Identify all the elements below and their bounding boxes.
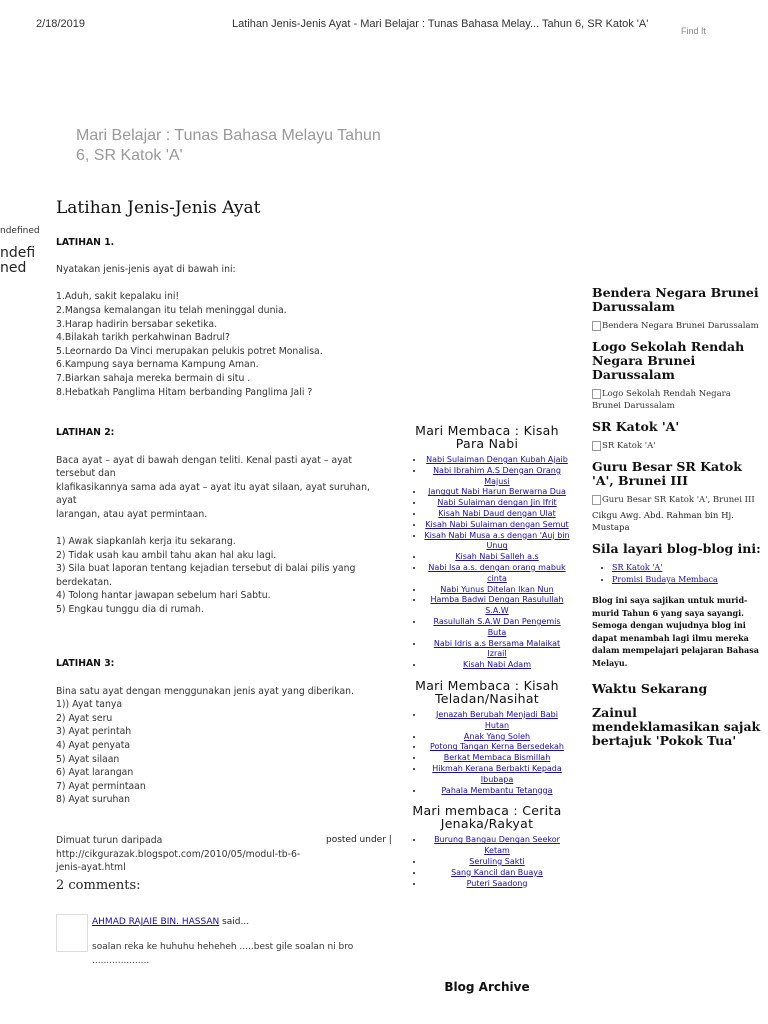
list-item: 4) Tolong hantar jawapan sebelum hari Sabtu. [56, 590, 271, 602]
blog-link-sr-katok[interactable]: SR Katok 'A' [612, 563, 663, 572]
story-link[interactable]: Hikmah Kerana Berbakti Kepada Ibubapa [432, 763, 562, 784]
story-link[interactable]: Nabi Sulaiman Dengan Kubah Ajaib [426, 455, 568, 464]
list-item [424, 455, 570, 466]
list-item: 1.Aduh, sakit kepalaku ini! [56, 291, 180, 303]
list-item [424, 660, 570, 671]
story-link[interactable]: Kisah Nabi Salleh a.s [455, 552, 539, 562]
head-teacher-caption: Cikgu Awg. Abd. Rahman bin Hj. Mustapa [592, 511, 734, 533]
story-link[interactable]: Nabi Idris a.s Bersama Malaikat Izrail [433, 638, 561, 659]
list-item: 2.Mangsa kemalangan itu telah meninggal dunia. [56, 304, 287, 316]
logo-alt-text: Logo Sekolah Rendah Negara Brunei Darussalam [592, 389, 731, 411]
school-alt-text: SR Katok 'A' [602, 441, 656, 451]
clipped-heading-fragment [0, 246, 35, 276]
comment-text [92, 940, 382, 968]
list-item: 3) Ayat perintah [56, 726, 132, 738]
list-item: 2) Tidak usah kau ambil tahu akan hal aku lagi. [56, 549, 277, 561]
list-item: 4) Ayat penyata [56, 739, 131, 751]
list-item: 8) Ayat suruhan [56, 794, 130, 806]
list-item [424, 764, 570, 786]
comment-said-label: said... [219, 917, 250, 927]
cerita-jenaka-list [404, 835, 570, 889]
list-item: 4.Bilakah tarikh perkahwinan Badrul? [56, 332, 230, 344]
list-item [424, 585, 570, 596]
list-item [424, 520, 570, 531]
list-item [612, 562, 762, 574]
comment-author-link[interactable]: AHMAD RAJAIE BIN. HASSAN [92, 917, 220, 927]
list-item [612, 574, 762, 586]
visit-blogs-list [592, 562, 762, 586]
list-item [424, 552, 570, 563]
list-item: 7.Biarkan sahaja mereka bermain di situ . [56, 372, 251, 384]
source-line: jenis-ayat.html [56, 862, 126, 874]
flag-title: Bendera Negara Brunei Darussalam [592, 285, 759, 314]
logo-title: Logo Sekolah Rendah Negara Brunei Darussalam [592, 339, 745, 382]
list-item [424, 742, 570, 753]
find-it-link[interactable]: Find It [681, 26, 707, 36]
blog-link-promisi[interactable]: Promisi Budaya Membaca [612, 575, 718, 584]
list-item: 7) Ayat permintaan [56, 780, 146, 792]
story-link[interactable]: Pahala Membantu Tetangga [441, 785, 553, 795]
comment-author-line [92, 917, 249, 927]
latihan2-instruction: klafikasikannya sama ada ayat – ayat itu ayat silaan, ayat suruhan, ayat [56, 481, 370, 507]
list-item: 5) Engkau tunggu dia di rumah. [56, 604, 204, 616]
list-item: 5.Leornardo Da Vinci merupakan pelukis potret Monalisa. [56, 345, 323, 357]
list-item [424, 595, 570, 617]
about-text: Blog ini saya sajikan untuk murid-murid Tahun 6 yang saya sayangi. Semoga dengan wujudnya blog ini dapat menambah lagi ilmu mereka dalam mempelajari pelajaran Bahasa Melayu. [592, 595, 759, 668]
section-title-cerita-jenaka: Mari membaca : Cerita Jenaka/Rakyat [412, 803, 562, 832]
story-link[interactable]: Hamba Badwi Dengan Rasulullah S.A.W [430, 595, 564, 616]
blog-archive-heading: Blog Archive [444, 980, 530, 994]
list-item [424, 617, 570, 639]
posted-under-label: posted under | [326, 835, 392, 845]
head-teacher-title: Guru Besar SR Katok 'A', Brunei III [592, 459, 742, 488]
list-item [424, 857, 570, 868]
latihan2-instruction: larangan, atau ayat permintaan. [56, 508, 208, 520]
broken-image-icon [592, 321, 601, 331]
section-title-kisah-nabi: Mari Membaca : Kisah Para Nabi [415, 423, 559, 451]
list-item: 1)) Ayat tanya [56, 699, 123, 711]
list-item: 3.Harap hadirin bersabar seketika. [56, 318, 218, 330]
list-item: 8.Hebatkah Panglima Hitam berbanding Panglima Jali ? [56, 386, 313, 398]
story-link[interactable]: Kisah Nabi Daud dengan Ulat [438, 508, 556, 518]
clipped-line: ned [0, 260, 27, 276]
print-date: 2/18/2019 [36, 18, 85, 30]
story-link[interactable]: Anak Yang Soleh [463, 731, 531, 741]
list-item [424, 487, 570, 498]
story-link[interactable]: Nabi Yunus Ditelan Ikan Nun [440, 584, 554, 594]
flag-image [592, 320, 762, 332]
list-item [424, 732, 570, 743]
list-item [424, 563, 570, 585]
list-item [424, 639, 570, 661]
comment-line: soalan reka ke huhuhu heheheh .....best gile soalan ni bro [92, 942, 354, 952]
list-item [424, 509, 570, 520]
latihan1-heading: LATIHAN 1. [56, 237, 115, 248]
flag-alt-text: Bendera Negara Brunei Darussalam [602, 321, 759, 331]
visit-blogs-title: Sila layari blog-blog ini: [592, 541, 761, 556]
list-item [424, 498, 570, 509]
blog-title[interactable]: Mari Belajar : Tunas Bahasa Melayu Tahun 6, SR Katok 'A' [76, 127, 381, 164]
source-line: Dimuat turun daripada http://cikgurazak.blogspot.com/2010/05/modul-tb-6- [56, 835, 301, 860]
latihan1-instruction: Nyatakan jenis-jenis ayat di bawah ini: [56, 264, 236, 276]
clipped-text-fragment: ndefined [0, 226, 40, 236]
latihan2-instruction: Baca ayat – ayat di bawah dengan teliti. Kenal pasti ayat – ayat tersebut dan [56, 454, 352, 480]
kisah-nabi-list [404, 455, 570, 671]
list-item: 3) Sila buat laporan tentang kejadian tersebut di balai pilis yang berdekatan. [56, 563, 356, 588]
logo-image [592, 388, 762, 412]
time-title: Waktu Sekarang [592, 680, 708, 696]
section-title-kisah-teladan: Mari Membaca : Kisah Teladan/Nasihat [415, 677, 559, 706]
story-link[interactable]: Nabi Sulaiman dengan Jin Ifrit [437, 498, 557, 508]
list-item [424, 710, 570, 732]
list-item [424, 868, 570, 879]
head-teacher-image [592, 494, 762, 506]
story-link[interactable]: Berkat Membaca Bismillah [443, 753, 551, 763]
list-item [424, 786, 570, 797]
list-item: 6) Ayat larangan [56, 767, 134, 779]
latihan3-heading: LATIHAN 3: [56, 658, 115, 670]
story-link[interactable]: Sang Kancil dan Buaya [451, 867, 543, 877]
story-link[interactable]: Kisah Nabi Adam [463, 660, 531, 670]
broken-image-icon [592, 495, 601, 505]
list-item: 5) Ayat silaan [56, 753, 120, 765]
mid-sidebar [404, 424, 570, 897]
avatar [56, 914, 88, 952]
comment-line: .................... [92, 956, 150, 966]
story-link[interactable]: Jenazah Berubah Menjadi Babi Hutan [436, 709, 558, 730]
list-item [424, 753, 570, 764]
comments-heading: 2 comments: [56, 878, 141, 893]
broken-image-icon [592, 389, 601, 399]
post-title[interactable]: Latihan Jenis-Jenis Ayat [56, 198, 261, 218]
story-link[interactable]: Kisah Nabi Musa a.s dengan 'Auj bin Unuq [424, 530, 570, 551]
list-item: 6.Kampung saya bernama Kampung Aman. [56, 359, 259, 371]
story-link[interactable]: Janggut Nabi Harun Berwarna Dua [428, 487, 566, 497]
head-teacher-alt-text: Guru Besar SR Katok 'A', Brunei III [602, 495, 755, 505]
print-page-title: Latihan Jenis-Jenis Ayat - Mari Belajar : Tunas Bahasa Melay... Tahun 6, SR Katok 'A' [232, 18, 649, 30]
list-item: 1) Awak siapkanlah kerja itu sekarang. [56, 536, 236, 548]
story-link[interactable]: Burung Bangau Dengan Seekor Ketam [434, 835, 560, 856]
list-item [424, 466, 570, 488]
kisah-teladan-list [404, 710, 570, 796]
latihan3-instruction: Bina satu ayat dengan menggunakan jenis ayat yang diberikan. [56, 685, 355, 697]
story-link[interactable]: Rasulullah S.A.W Dan Pengemis Buta [433, 616, 561, 637]
right-sidebar [592, 286, 762, 748]
latihan2-heading: LATIHAN 2: [56, 427, 115, 439]
school-title: SR Katok 'A' [592, 419, 680, 434]
story-link[interactable]: Nabi Isa a.s. dengan orang mabuk cinta [428, 562, 566, 583]
list-item: 2) Ayat seru [56, 712, 113, 724]
list-item [424, 531, 570, 553]
school-image [592, 440, 762, 452]
story-link[interactable]: Seruling Sakti [469, 856, 525, 866]
story-link[interactable]: Puteri Saadong [466, 878, 528, 888]
story-link[interactable]: Potong Tangan Kerna Bersedekah [430, 742, 564, 752]
poem-title: Zainul mendeklamasikan sajak bertajuk 'Pokok Tua' [592, 704, 761, 748]
list-item [424, 879, 570, 890]
story-link[interactable]: Nabi Ibrahim A.S Dengan Orang Majusi [433, 465, 561, 486]
post-body [56, 236, 386, 875]
story-link[interactable]: Kisah Nabi Sulaiman dengan Semut [425, 519, 569, 529]
broken-image-icon [592, 441, 601, 451]
list-item [424, 835, 570, 857]
clipped-line: ndefi [0, 245, 36, 261]
